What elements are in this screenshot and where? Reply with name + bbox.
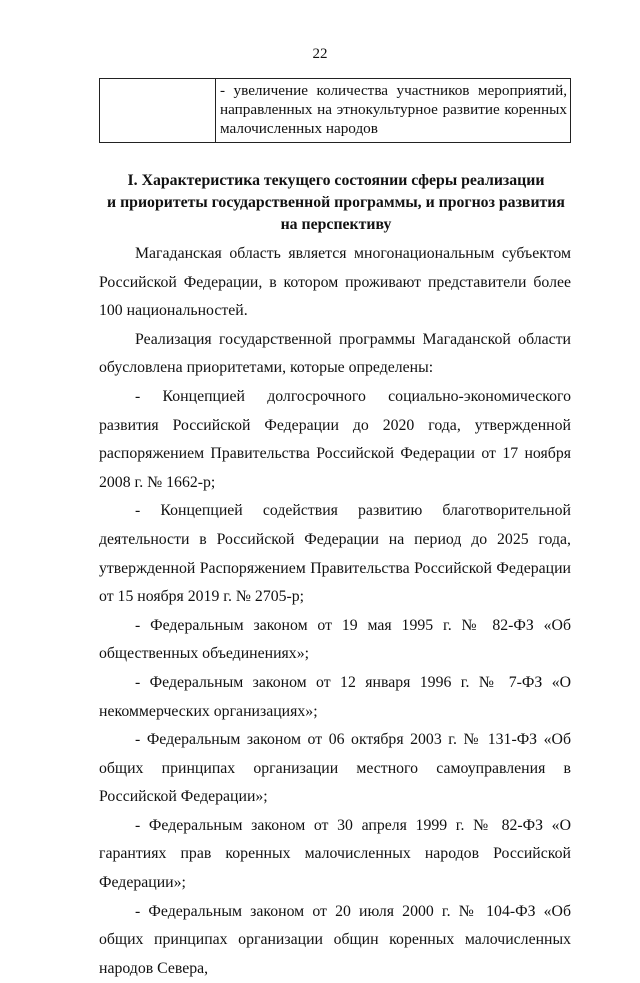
page-number: 22 [312, 46, 328, 62]
section-heading-line-2: и приоритеты государственной программы, и прогноз развития [107, 194, 565, 211]
list-item-law-7fz: - Федеральным законом от 12 января 1996 г. № 7-ФЗ «О некоммерческих организациях»; [99, 673, 571, 720]
list-item-law-131fz: - Федеральным законом от 06 октября 2003 г. № 131-ФЗ «Об общих принципах организации местного самоуправления в Российской Федерации»; [99, 731, 571, 806]
list-item-law-82fz-1995: - Федеральным законом от 19 мая 1995 г. № 82-ФЗ «Об общественных объединениях»; [99, 616, 571, 663]
list-item-law-104fz: - Федеральным законом от 20 июля 2000 г. № 104-ФЗ «Об общих принципах организации общин коренных малочисленных народов Севера, [99, 902, 571, 977]
body-text [99, 240, 571, 983]
section-heading-line-3: на перспективу [280, 216, 392, 233]
list-item-concept-2020: - Концепцией долгосрочного социально-экономического развития Российской Федерации до 2020 года, утвержденной распоряжением Правительства Российской Федерации от 17 ноября 2008 г. № 1662-р; [99, 387, 571, 491]
list-item-law-82fz-1999: - Федеральным законом от 30 апреля 1999 г. № 82-ФЗ «О гарантиях прав коренных малочисленных народов Российской Федерации»; [99, 816, 571, 892]
table-cell-text: - увеличение количества участников мероприятий, направленных на этнокультурное развитие коренных малочисленных народов [216, 79, 571, 143]
paragraph-intro: Магаданская область является многонациональным субъектом Российской Федерации, в котором проживают представители более 100 национальностей. [99, 245, 571, 320]
list-item-concept-charity: - Концепцией содействия развитию благотворительной деятельности в Российской Федерации на период до 2025 года, утвержденной Распоряжением Правительства Российской Федерации от 15 ноября 2019 г. № 2705-р; [99, 502, 571, 606]
paragraph-priorities: Реализация государственной программы Магаданской области обусловлена приоритетами, которые определены: [99, 330, 571, 377]
section-heading-line-1: I. Характеристика текущего состоянии сферы реализации [127, 172, 545, 189]
table-cell-empty [100, 79, 216, 143]
continuation-table [99, 78, 571, 143]
section-heading [99, 170, 573, 236]
table-row [100, 79, 571, 143]
